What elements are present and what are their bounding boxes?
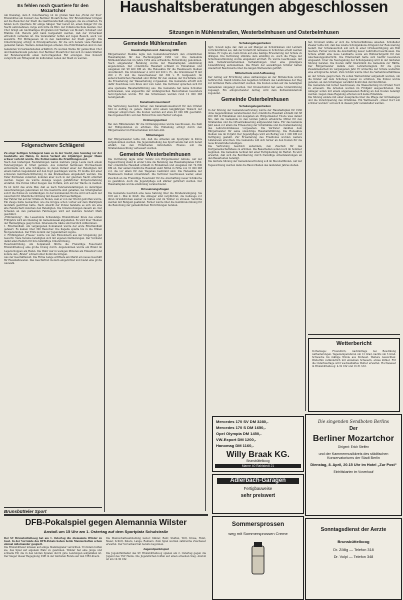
cosmetics-ad-body: weg mit Sommersprossen Creme <box>228 531 288 536</box>
column-divider <box>305 41 306 411</box>
mozart-ad-lead: Die singenden Sendboten Berlins <box>318 419 389 424</box>
car-ad-line-5: Hanomag DM 1160,- <box>216 443 254 448</box>
weather-text: Vorhersage: Freundlich, nachmittags bei Bewölkung Aufheiterungen. Tagestemperaturen um 12 Grad, nachts um 3 Grad. Schwache bis mäßige Winde aus Südwest. Weitere Aussichten: Weiterhin veränderlich mit einzelnen Schauern, etwas kühler. Für die Osterfeiertage wird wechselhaftes Wetter erwartet. Hochwasser in Brunsbüttelkoog: 4.32 Uhr und 16.51 Uhr. <box>312 350 396 369</box>
cosmetics-ad-title: Sommersprossen <box>231 521 285 528</box>
main-column-3: hat. Kronnell wähle er sich die Schulverhältnisse ansehen. Schulleiter Zieeler teilte mit, daß das zweite Schulgebäude dringend der Renovierung bedarf. Der Schulausschuß soll sich in einer Ortsbesichtigung ein Bild machen. Ferner wurde die Anschaffung neuer Lehrmittel beschlossen. Die Schule erhält eine neue Landkarte sowie ein Bildwerfergerät für den Anschauungsunterricht. Die Elternschaft hatte sich hierfür besonders eingesetzt. Über die Neuregelung der Schulspeisung wird in der nächsten Sitzung beraten. Die Kosten dafür übernimmt die Gemeinde zur Hälfte. Der Bürgermeister dankte dem Lehrerkollegium für die gute Zusammenarbeit im vergangenen Jahr. Er wünschte der Schule weiterhin eine erfolgreiche Arbeit. Zum Schluß wurde über die Verkehrsverhältnisse an der Schule gesprochen. Es sollen Warnschilder aufgestellt werden, um die Kinder auf dem Schulweg besser zu schützen. Die Polizei wurde gebeten, an den Schultagen verstärkt Kontrollen durchzuführen. Die Gemeinde hat ferner beschlossen, die Wasserleitung im Ortsteil Nord zu erneuern. Die Arbeiten werden im Frühjahr ausgeschrieben. Die Anlieger sollen mit einem angemessenen Beitrag an den Kosten beteiligt werden. Gegen diese Regelung erhoben sich keine Einwände. Die Sitzung endete mit einer Aussprache über die Pflege der Grünanlagen und die Verschönerung des Ortsbildes. Ein Wettbewerb „Unser Dorf soll schöner werden“ soll auch in diesem Jahr veranstaltet werden. <box>308 41 400 105</box>
left-headline-2: Folgenschwere Schlägerei <box>21 143 85 149</box>
section-subheading-1: Haushaltsplan und -Satzung 1960 <box>131 48 179 52</box>
mozart-ad-note: Eintrittskarten im Vorverkauf <box>333 470 374 474</box>
section-heading-1: Gemeinde Mühlenstraßen <box>123 41 187 47</box>
side-subheading-2: Mittelschule und Aufbauzug <box>235 71 275 76</box>
doctors-title: Sonntagsdienst der Aerzte <box>320 527 387 533</box>
sport-col-1: Der SV Brunsbüttelkoog hat am 1. Ostertag die Alemannia Wilster zu Gast. In der Vorrunde des DFB-Pokals haben beide Mannschaften schon einmal miteinander gespielt. Die Brunsbütteler müssen auf einige Stammspieler verzichten. Trotzdem hoffen sie, das Spiel auf eigenem Platz zu gewinnen. Wilster hat eine junge und schnelle Elf, die in den letzten Spielen durch gute Leistungen aufgefallen ist. Der Sieger dieser Begegnung trifft in der nächsten Runde auf den VfB Lübeck. <box>4 537 102 559</box>
garage-ad-title: Adlerbach-Garagen <box>217 478 299 484</box>
mozart-ad-date: Dienstag, 8. April, 20.15 Uhr im Hotel „Zur Post“ <box>310 463 397 467</box>
mozart-ad-name: Berliner Mozartchor <box>312 433 395 443</box>
sport-subheadline: Anstoß um 15 Uhr am 1. Ostertag auf dem Sportplatz Schulstraße <box>43 529 169 534</box>
car-ad-line-2: Mercedes 170 S DM 1650,- <box>216 425 266 430</box>
section-heading-2: Gemeinde Westerbelmhusen <box>119 152 191 159</box>
doctors-location: Brunsbüttelkoog <box>337 539 370 544</box>
mozart-ad-org: und der Kammermusikkreis des städtischen Konservatoriums der Stadt Berlin <box>318 452 389 460</box>
weather-title: Wetterbericht <box>336 341 372 347</box>
mozart-ad-name-prefix: Der <box>349 426 358 432</box>
sport-col-2: Die Mannschaftsaufstellung lautet: Kähler, Behr, Steffen, Witt, Kruse, Holst, Meier, Schütt, Peters, Lange, Reimers. Zum Spiel werden zahlreiche Zuschauer erwartet. Der Vorverkauf hat bereits begonnen. Jugendpunktspiel Die Jugendfußballer des SV Brunsbüttelkoog spielen am 2. Ostertag gegen die Jugend des TSV Heide. Die Jugendlichen hoffen auf einen erneuten Sieg. Anstoß ist um 10.30 Uhr. <box>106 537 206 562</box>
rule <box>108 38 400 39</box>
section-subheading-4: Mitteilungen <box>146 133 164 138</box>
rule <box>4 514 208 516</box>
mozart-ad-conductor: Dirigent: Erich Steffen <box>338 445 369 449</box>
car-ad-city: Brunsbüttelkoog <box>246 459 270 463</box>
car-dealer-ad <box>212 416 304 472</box>
rule <box>4 507 102 508</box>
sport-label: Brunsbütteler Sport <box>4 509 47 514</box>
side-subheading-1: Schulangelegenheiten <box>239 41 271 45</box>
section-heading-3: Gemeinde Osterbelmhusen <box>221 96 289 103</box>
sport-subheading: Jugendpunktspiel <box>143 547 169 552</box>
doctors-on-duty-box <box>305 518 402 600</box>
section-subheading-5: Ortssatzungsfragen <box>140 186 170 191</box>
mozart-concert-ad <box>305 414 402 516</box>
main-headline: Haushaltsberatungen abgeschlossen <box>119 0 389 16</box>
product-illustration <box>238 540 278 580</box>
section-subheading-3: Ordnungspolizei <box>143 117 167 122</box>
garage-ad <box>212 474 304 514</box>
rule <box>4 141 102 142</box>
section-subheading-6: Schulangelegenheiten <box>239 103 271 108</box>
doctors-line-2: Dr. Volpl — Telefon 348 <box>333 555 374 559</box>
garage-ad-line-3: sehr preiswert <box>240 493 276 499</box>
column-divider <box>104 0 105 512</box>
main-column-2: Schulangelegenheiten Sprt. Scwell legte dar, daß es auf Mangel an Schulräumen und Lehrern zurückzuführen sei, daß der Unterricht teilweise in Schichten erteilt werden müsse. Er regte an, beim Kreis auf eine baldige Erweiterung der Schule zu drängen. Die Vertretung stimmte dem einmütig zu. Auch die Frage der Schulbusverbindung wurde eingehend erörtert. Es wurde beschlossen, mit dem Verkehrsunternehmen Verhandlungen über eine günstigere Linienführung aufzunehmen. Die Eltern der auswärtigen Schüler hatten wiederholt Beschwerde über die langen Wartezeiten geführt. Mittelschule und Aufbauzug Der Antrag auf Errichtung eines Aufbauzuges an der Mittelschule wurde befürwortet. Damit könnte den begabten Schülern des Landkreises der Weg zur mittleren Reife erleichtert werden. Die Kosten sollen auf die beteiligten Gemeinden umgelegt werden. Der Kreisschulrat hat seine Unterstützung zugesagt. Ein entsprechender Antrag wird dem Kultusministerium zugeleitet. Gemeinde Osterbelmhusen Schulangelegenheiten In der Sitzung der Gemeindevertretung wurde der Haushaltsplan für 1960 ohne Gegenstimmen verabschiedet. Der ordentliche Haushalt schließt mit 68 200 DM in Einnahmen und Ausgaben ab. Bürgermeister Thode wies darauf hin, daß die Gemeinde in den letzten Jahren erhebliche Mittel für den Straßenbau und die Ortsentwässerung aufgewendet habe. Für das laufende Jahr seien vor allem die Erneuerung der Schulbänke und die Instandsetzung des Lehrerwohnhauses vorgesehen. Die Vertreter dankten dem Bürgermeister für seine umsichtige Haushaltsführung. Die Hebesätze bleiben wie im Vorjahr. Der Jugendpflege wird ein Betrag von 1 200 DM zur Verfügung gestellt. Zur Erweiterung des Friedhofes wurden weitere Ländereien erworben. Die Gemeinde will sich ferner an den Kosten für die neue Kreisstraße beteiligen. Die Vertretung beschloß außerdem, den Zuschuß für das Dorfgemeinschaftshaus zu erhöhen. Die Bauarbeiten sollen noch im Sommer beginnen. Die Gemeinde rechnet mit einer Fertigstellung im Herbst. Es wird erwartet, daß sich die Bevölkerung durch freiwillige Arbeitsleistungen an den Bauarbeiten beteiligt. Die nächste Sitzung der Gemeindevertretung soll im Mai stattfinden. Auf der Tagesordnung werden dann die Bauvorhaben des laufenden Jahres stehen. <box>208 41 302 167</box>
doctors-line-1: Dr. Zöllig — Telefon 318 <box>333 548 374 552</box>
column-divider <box>205 41 206 511</box>
car-ad-footer: Marne 40 Rahlstedt 21 <box>215 464 301 468</box>
car-ad-line-4: VW-Export DM 1200,- <box>216 437 257 442</box>
main-column-1: Gemeinde Mühlenstraßen Haushaltsplan und -Satzung 1960 Bürgermeister Steinke legte den Gemeindevertretern den ordentlichen Haushaltsplan für das Rechnungsjahr 1960 vor. Die Gemeinde Mühlenstraßen hat im Jahre 1959 eine erfreuliche Entwicklung genommen. Nach eingehender Beratung wurde der Haushaltsplan einstimmig angenommen. Der ordentliche Haushalt schließt in Einnahmen und Ausgaben mit 98 400 DM ab. Die Hebesätze für die Realsteuern bleiben unverändert. Die Grundsteuer A wird mit 200 v. H., die Grundsteuer B mit 200 v. H. und die Gewerbesteuer mit 300 v. H. festgesetzt. Im außerordentlichen Haushalt sind Mittel für den Ausbau der Dorfstraße und die Erweiterung der Wasserleitung vorgesehen. Die Gemeinde erhofft sich dafür Zuschüsse vom Kreis und vom Land. Die Vertreter sprachen sich für eine sparsame Haushaltsführung aus. Die Gemeinde hat keine Schulden aufzuweisen, was angesichts der umfangreichen Bauvorhaben besonders hervorgehoben wurde. Für das Schulwesen werden rund 12 000 DM bereitgestellt. Kanalisationsentwurf Die Vertretung beschloß ferner, den Kanalisationsentwurf für den Ortsteil Süd in Auftrag zu geben. Damit wird einem langjährigen Wunsch der Anlieger entsprochen. Die Kosten werden auf etwa 45 000 DM geschätzt. Das Ingenieurbüro soll den Entwurf bis zum Herbst vorlegen. Ordnungspolizei Bei den Hilfsdiensten für die Ordnungspolizei wurde beschlossen, die Zahl der Hilfspolizisten zu erhöhen. Die Einteilung erfolgt durch den Bürgermeister im Einvernehmen mit dem Amt. Mitteilungen Der Bürgermeister teilte mit, daß die Arbeiten am Sportplatz in Kürze aufgenommen werden. Die Jugendabteilung des Sportvereins hat sich bereit erklärt, bei den Erdarbeiten mitzuhelfen. Ebenso soll die Straßenbeleuchtung verbessert werden. Gemeinde Westerbelmhusen Die Vertretung tagte unter Vorsitz von Bürgermeister Ahrens. Auf der Tagesordnung stand in erster Linie die Beratung des Haushaltsplanes 1960. Der ordentliche Haushalt schließt in Einnahmen und Ausgaben mit 74 800 DM ab. Der außerordentliche Haushalt sieht Mittel in Höhe von 31 000 DM vor, die vor allem für den Wegebau bestimmt sind. Die Hebesätze der Realsteuern bleiben unverändert. Die Vertreter beschlossen weiter, einen Zuschuß an die Freiwillige Feuerwehr für die Anschaffung neuer Schläuche zu gewähren. Auch die Jugendpflege soll stärker gefördert werden. Der Haushaltsplan wurde einstimmig verabschiedet. Ortssatzungsfragen Die Gemeinde beschloß eine neue Satzung über die Straßenreinigung. Sie tritt am 1. Mai in Kraft. Die Anlieger sind verpflichtet, die Gehwege vor ihren Grundstücken sauber zu halten und im Winter zu streuen. Verstöße werden mit Bußgeld geahndet. Ferner wurde über die Gebührenordnung für die Benutzung der gemeindlichen Einrichtungen beraten. <box>108 41 202 207</box>
sport-headline: DFB-Pokalspiel gegen Alemannia Wilster <box>25 517 187 527</box>
main-subheadline: Sitzungen in Mühlenstraßen, Westerbelmhusen und Osterbelmhusen <box>169 30 339 36</box>
garage-ad-line-2: Fertigbauweise <box>243 486 273 491</box>
left-article-1: Am Dienstag, dem 8. Osterfeiertag, ist im großen Saal des „Hotel zur Post“ Brunsbüttel ein Konzert des Berliner Mozartchores. Wir Brunsbütteler bringen auf die Besucher der Stadt die Gastfreundschaft entgegen, die sie erwarten. Es fehlen noch Quartiere für einige Sänger. Wer bereit ist, einen Sänger für die Nacht aufzunehmen, möge sich bitte im Büro der Volkshochschule melden. Der Chor bringt ein reichhaltiges Programm mit Werken von Mozart, Schubert und Brahms mit. Bereits jetzt kann festgestellt werden, daß der Vorverkauf erfreulich verlaufen ist. Die Veranstalter hoffen auf regen Besuch, auch von auswärts. Für Mittagessen ist in den Gaststätten der Stadt gesorgt. Die Unterbringung erfolgt in Privatquartieren, für die sich bereits viele Familien gemeldet haben. Weitere Anmeldungen erbeten. Die Eintrittskarten sind in den bekannten Vorverkaufsstellen erhältlich. Es werden Werke für gemischten Chor und Kammermusik geboten. Der Berliner Mozartchor hat sich in vielen Städten der Bundesrepublik einen hervorragenden Ruf ersungen. Das Konzert verspricht ein Höhepunkt im kulturellen Leben der Stadt zu werden. <box>4 14 102 60</box>
cosmetics-ad <box>212 516 304 600</box>
section-subheading-2: Kanalisationsentwurf <box>139 99 171 104</box>
weather-box <box>308 338 400 412</box>
left-article-2: Zu einer heftigen Schlägerei kam es in der Nacht zum Sonntag vor der Gaststätte am Hafen, in deren Verlauf ein 22jähriger junger Mann schwer verletzt wurde. Die Polizei nahm die Ermittlungen auf. Nach den bisherigen Feststellungen waren mehrere junge Leute nach einem Tanzvergnügen in Streit geraten. Aus zunächst harmlosen Wortwechseln entwickelte sich eine Schlägerei, in deren Verlauf einer der Beteiligten mit einem harten Gegenstand auf den Kopf geschlagen wurde. Er mußte mit einer schweren Gehirnerschütterung in das Krankenhaus eingeliefert werden. Die Täter flüchteten zunächst, konnten aber noch in der gleichen Nacht ermittelt werden. Gegen sie wurde Anzeige wegen gefährlicher Körperverletzung erstattet. Die Polizei bittet Zeugen des Vorfalls, sich auf der Wache zu melden. Es ist nicht das erste Mal, daß es nach Tanzveranstaltungen zu derartigen Ausschreitungen gekommen ist. Die Gastwirte sind gehalten, bei Streitigkeiten sofort die Polizei zu verständigen. In der kommenden Woche wird sich auch der Ausschuß für öffentliche Ordnung mit diesem Fall beschäftigen. Der Fahrer fiel auf der Straße zu Boden, weil er von der Wucht getroffen wurde. Ein Zeuge hatte beobachtet, wie die Gruppe schon vorher auf dem Marktplatz lautstark gestritten hatte. Nach Ansicht der Polizei handelte es sich um eine alte Feindschaft zwischen den Beteiligten. Die Untersuchungen dauern an. Der Schaden an den parkenden Fahrzeugen wird auf mehrere hundert Mark geschätzt. „Elbbrandung“. Die Lesestunde Schwafelige Brunsbütteler Kreis des ersten Frühjahrs wird am Dienstag im Gemeindesaal abgehalten. Es wird über Themen der Heimatpflege gesprochen. Interessierte Gäste sind herzlich willkommen. 1. Elbstrandball. Am vergangenen Sonnabend wurde der erste Elbstrandball gefeiert. Es kamen über 300 Besucher. Die Kapelle spielte bis in die frühen Morgenstunden. Der Erlös kommt der Jugendarbeit zugute. 2. Frühlingsfest „Freese“ wurde von den Einwohnern aus der Umgebung gut besucht. Viele Vereine beteiligten sich mit eigenen Darbietungen. Der Vorstand dankt allen Helfern für ihre tatkräftige Unterstützung. Feuerwehrübung. Am Sonnabend führte die Freiwillige Feuerwehr Brunsbüttelkoog eine große Übung durch. Angenommen wurde ein Brand im Lagerschuppen am Hafen. Die Wehr war in wenigen Minuten am Einsatzort und konnte den „Brand“ schnell unter Kontrolle bringen. Aus der Geschäftswelt. Die Firma Lange eröffnete am Markt ein neues Geschäft für Haushaltswaren. Das Geschäft ist modern eingerichtet und bietet eine große Auswahl. <box>4 152 102 265</box>
car-ad-brand: Willy Braak KG. <box>226 449 290 459</box>
left-column <box>4 0 102 600</box>
car-ad-line-1: Mercedes 170 SV DM 3280,- <box>216 419 269 424</box>
car-ad-line-3: Opel Olympia DM 1450,- <box>216 431 262 436</box>
rule <box>308 334 400 335</box>
left-headline: Es fehlen noch Quartiere für den Mozartchor <box>17 3 89 13</box>
